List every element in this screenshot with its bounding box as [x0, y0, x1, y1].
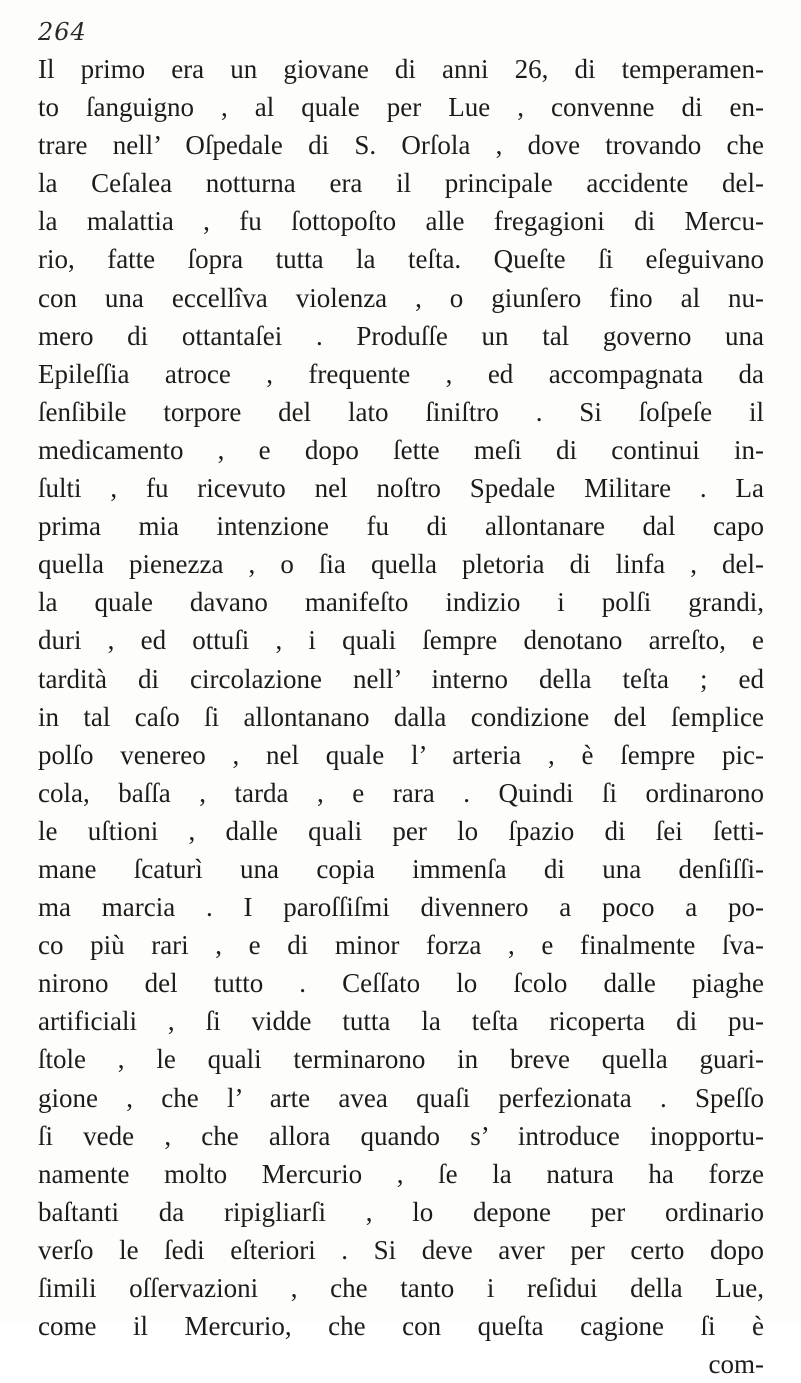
- text-line: mane ſcaturì una copia immenſa di una denſiſſi-: [38, 853, 764, 884]
- text-line: tardità di circolazione nell’ interno della teſta ; ed: [38, 663, 764, 694]
- text-line: polſo venereo , nel quale l’ arteria , è ſempre pic-: [38, 739, 764, 770]
- text-line: gione , che l’ arte avea quaſi perfezionata . Speſſo: [38, 1082, 764, 1113]
- text-line: ma marcia . I paroſſiſmi divennero a poco a po-: [38, 892, 764, 923]
- text-line: mero di ottantaſei . Produſſe un tal governo una: [38, 320, 764, 351]
- text-line: baſtanti da ripigliarſi , lo depone per ordinario: [38, 1196, 764, 1227]
- text-line: le uſtioni , dalle quali per lo ſpazio di ſei ſetti-: [38, 815, 764, 846]
- text-line: namente molto Mercurio , ſe la natura ha forze: [38, 1158, 764, 1189]
- text-line: rio, fatte ſopra tutta la teſta. Queſte ſi eſeguivano: [38, 244, 764, 275]
- text-line: duri , ed ottuſi , i quali ſempre denotano arreſto, e: [38, 625, 764, 656]
- text-line: la malattia , fu ſottopoſto alle fregagioni di Mercu-: [38, 206, 764, 237]
- text-line: co più rari , e di minor forza , e finalmente ſva-: [38, 930, 764, 961]
- text-line: ſulti , fu ricevuto nel noſtro Spedale Militare . La: [38, 473, 764, 504]
- text-line: Epileſſia atroce , frequente , ed accompagnata da: [38, 358, 764, 389]
- text-line: cola, baſſa , tarda , e rara . Quindi ſi ordinarono: [38, 777, 764, 808]
- body-text: [38, 50, 764, 1383]
- text-line: ſtole , le quali terminarono in breve quella guari-: [38, 1044, 764, 1075]
- text-line: prima mia intenzione fu di allontanare dal capo: [38, 511, 764, 542]
- text-line: in tal caſo ſi allontanano dalla condizione del ſemplice: [38, 701, 764, 732]
- text-line: ſi vede , che allora quando s’ introduce inopportu-: [38, 1120, 764, 1151]
- text-line: con una eccellîva violenza , o giunſero fino al nu-: [38, 282, 764, 313]
- page-number: 264: [38, 18, 87, 46]
- text-line: to ſanguigno , al quale per Lue , convenne di en-: [38, 92, 764, 123]
- text-line: medicamento , e dopo ſette meſi di continui in-: [38, 434, 764, 465]
- text-line: ſenſibile torpore del lato ſiniſtro . Si ſoſpeſe il: [38, 396, 764, 427]
- text-line: artificiali , ſi vidde tutta la teſta ricoperta di pu-: [38, 1006, 764, 1037]
- text-line: la quale davano manifeſto indizio i polſi grandi,: [38, 587, 764, 618]
- text-line: quella pienezza , o ſia quella pletoria di linfa , del-: [38, 549, 764, 580]
- text-line: la Ceſalea notturna era il principale accidente del-: [38, 168, 764, 199]
- catchword: com-: [708, 1349, 764, 1380]
- text-line: nirono del tutto . Ceſſato lo ſcolo dalle piaghe: [38, 968, 764, 999]
- text-line: Il primo era un giovane di anni 26, di temperamen-: [38, 54, 764, 84]
- text-line: ſimili oſſervazioni , che tanto i reſidui della Lue,: [38, 1273, 764, 1303]
- text-line: come il Mercurio, che con queſta cagione ſi è: [38, 1311, 764, 1342]
- text-line: verſo le ſedi eſteriori . Si deve aver per certo dopo: [38, 1234, 764, 1265]
- text-line: trare nell’ Oſpedale di S. Orſola , dove trovando che: [38, 130, 764, 161]
